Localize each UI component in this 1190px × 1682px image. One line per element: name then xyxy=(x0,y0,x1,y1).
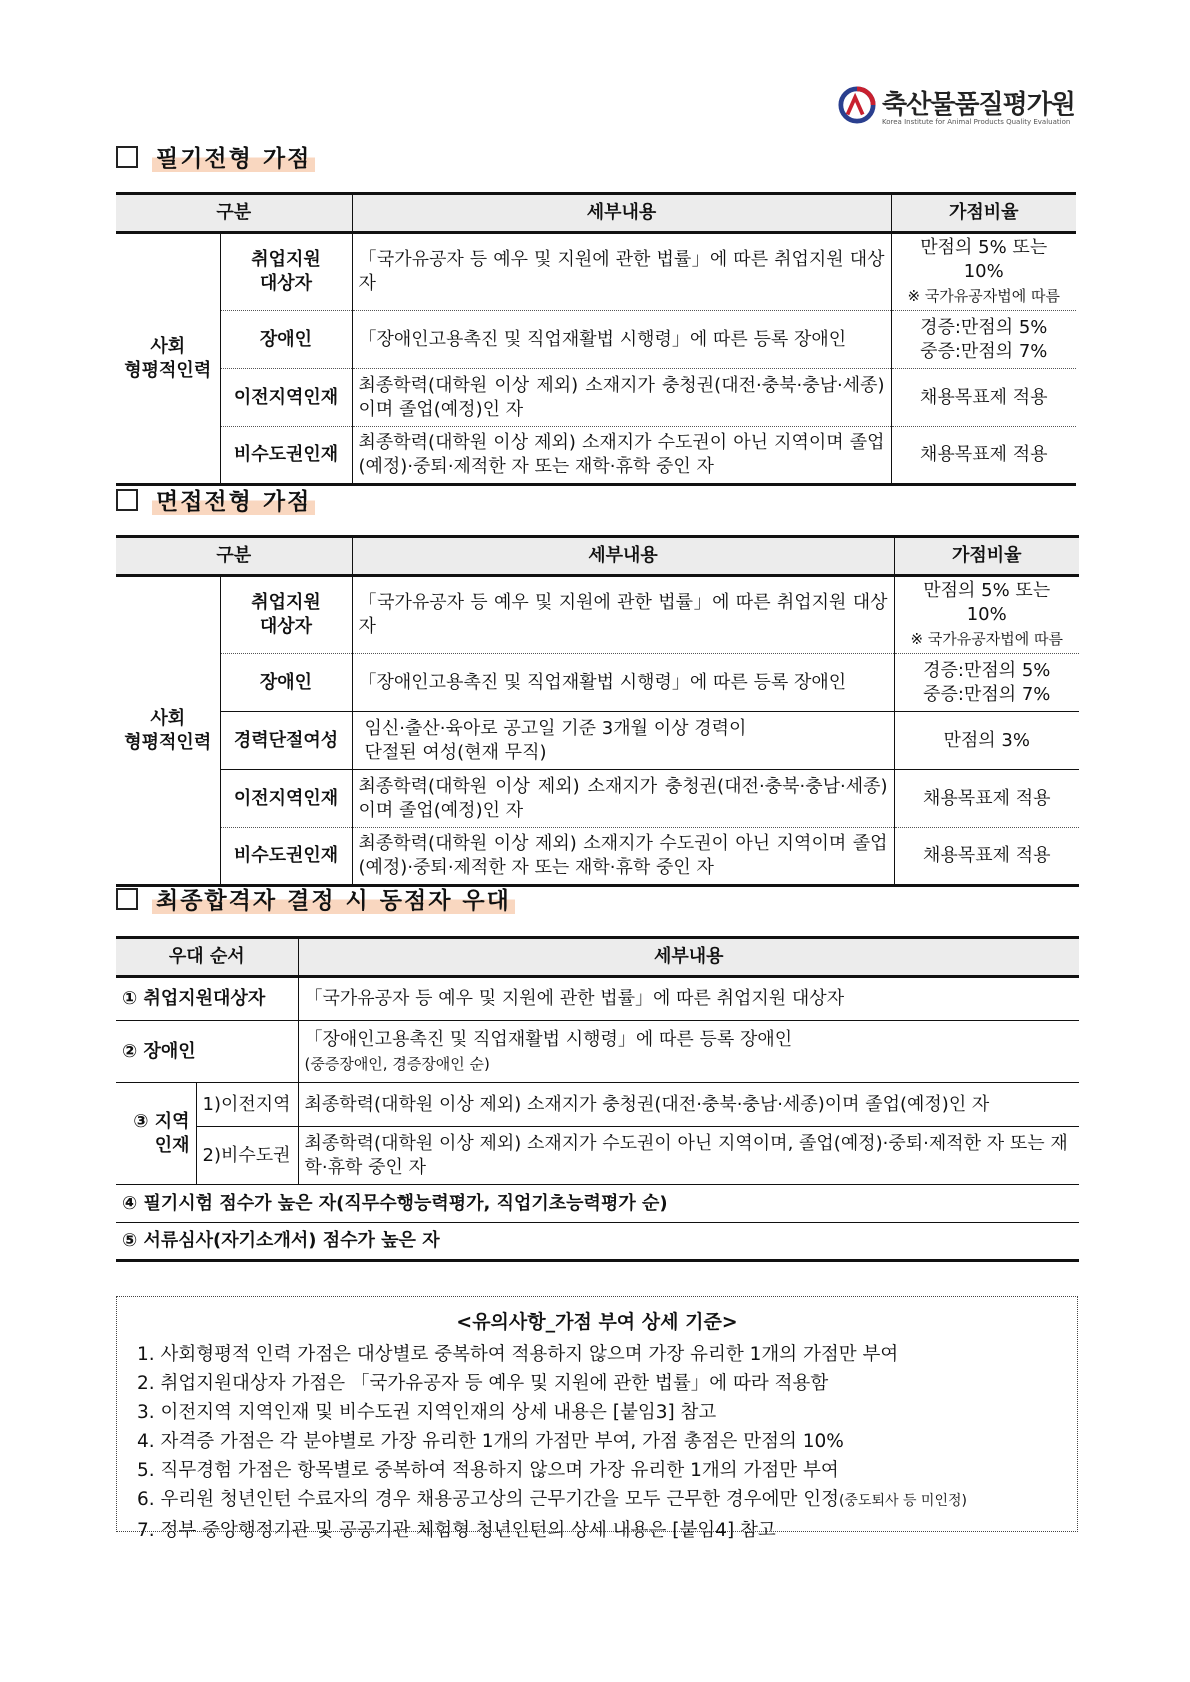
priority-1-detail: 「국가유공자 등 예우 및 지원에 관한 법률」에 따른 취업지원 대상자 xyxy=(298,977,1079,1021)
org-logo xyxy=(838,82,1088,132)
section3-title: 최종합격자 결정 시 동점자 우대 xyxy=(116,884,515,918)
ratio-cell: 경증:만점의 5% 중증:만점의 7% xyxy=(894,654,1079,712)
checkbox-square-icon xyxy=(116,146,138,168)
note-item: 2. 취업지원대상자 가점은 「국가유공자 등 예우 및 지원에 관한 법률」에 따라 적용함 xyxy=(137,1373,829,1394)
detail-cell: 최종학력(대학원 이상 제외) 소재지가 수도권이 아닌 지역이며 졸업(예정)·중퇴·제적한 자 또는 재학·휴학 중인 자 xyxy=(352,828,894,886)
header-category: 구분 xyxy=(116,194,352,233)
section2-table xyxy=(116,535,1079,887)
category-cell: 사회 형평적인력 xyxy=(124,335,212,381)
header-order: 우대 순서 xyxy=(116,938,298,977)
ratio-cell: 채용목표제 적용 xyxy=(891,427,1076,485)
checkbox-square-icon xyxy=(116,489,138,511)
notes-box xyxy=(116,1296,1078,1541)
note-item: 1. 사회형평적 인력 가점은 대상별로 중복하여 적용하지 않으며 가장 유리한 1개의 가점만 부여 xyxy=(137,1344,899,1365)
ratio-cell: 경증:만점의 5% 중증:만점의 7% xyxy=(891,311,1076,369)
notes-title: <유의사항_가점 부여 상세 기준> xyxy=(456,1311,738,1333)
detail-cell: 최종학력(대학원 이상 제외) 소재지가 충청권(대전·충북·충남·세종)이며 졸업(예정)인 자 xyxy=(352,770,894,828)
priority-3b-sub: 2)비수도권 xyxy=(196,1127,298,1185)
ratio-cell: 만점의 5% 또는 10% ※ 국가유공자법에 따름 xyxy=(894,576,1079,654)
detail-cell: 「장애인고용촉진 및 직업재활법 시행령」에 따른 등록 장애인 xyxy=(352,654,894,712)
priority-3-label: ③ 지역 인재 xyxy=(116,1083,196,1185)
header-ratio: 가점비율 xyxy=(891,194,1076,233)
sub-category: 비수도권인재 xyxy=(220,828,352,886)
sub-category: 장애인 xyxy=(220,311,352,369)
header-detail: 세부내용 xyxy=(352,194,891,233)
section2-title: 면접전형 가점 xyxy=(116,485,315,519)
sub-category: 경력단절여성 xyxy=(220,712,352,770)
org-subtitle: Korea Institute for Animal Products Quality Evaluation xyxy=(882,118,1071,126)
sub-category: 비수도권인재 xyxy=(220,427,352,485)
org-logo-icon xyxy=(838,86,876,124)
priority-3a-sub: 1)이전지역 xyxy=(196,1083,298,1127)
priority-2-detail: 「장애인고용촉진 및 직업재활법 시행령」에 따른 등록 장애인 (중증장애인, 경증장애인 순) xyxy=(298,1021,1079,1083)
detail-cell: 「국가유공자 등 예우 및 지원에 관한 법률」에 따른 취업지원 대상자 xyxy=(352,576,894,654)
detail-cell: 임신·출산·육아로 공고일 기준 3개월 이상 경력이 단절된 여성(현재 무직) xyxy=(352,712,894,770)
sub-category: 취업지원 대상자 xyxy=(220,576,352,654)
detail-cell: 「장애인고용촉진 및 직업재활법 시행령」에 따른 등록 장애인 xyxy=(352,311,891,369)
note-item: 6. 우리원 청년인턴 수료자의 경우 채용공고상의 근무기간을 모두 근무한 경우에만 인정(중도퇴사 등 미인정) xyxy=(137,1489,967,1510)
priority-4: ④ 필기시험 점수가 높은 자(직무수행능력평가, 직업기초능력평가 순) xyxy=(116,1185,1079,1223)
priority-5: ⑤ 서류심사(자기소개서) 점수가 높은 자 xyxy=(116,1223,1079,1261)
sub-category: 장애인 xyxy=(220,654,352,712)
priority-3b-detail: 최종학력(대학원 이상 제외) 소재지가 수도권이 아닌 지역이며, 졸업(예정)·중퇴·제적한 자 또는 재학·휴학 중인 자 xyxy=(298,1127,1079,1185)
header-category: 구분 xyxy=(116,537,352,576)
section3-table xyxy=(116,936,1079,1262)
detail-cell: 최종학력(대학원 이상 제외) 소재지가 충청권(대전·충북·충남·세종)이며 졸업(예정)인 자 xyxy=(352,369,891,427)
section1-title: 필기전형 가점 xyxy=(116,142,315,176)
priority-2-label: ② 장애인 xyxy=(116,1021,298,1083)
sub-category: 취업지원 대상자 xyxy=(220,233,352,311)
detail-cell: 최종학력(대학원 이상 제외) 소재지가 수도권이 아닌 지역이며 졸업(예정)·중퇴·제적한 자 또는 재학·휴학 중인 자 xyxy=(352,427,891,485)
checkbox-square-icon xyxy=(116,888,138,910)
priority-3a-detail: 최종학력(대학원 이상 제외) 소재지가 충청권(대전·충북·충남·세종)이며 졸업(예정)인 자 xyxy=(298,1083,1079,1127)
ratio-cell: 채용목표제 적용 xyxy=(894,770,1079,828)
ratio-cell: 채용목표제 적용 xyxy=(894,828,1079,886)
header-detail: 세부내용 xyxy=(298,938,1079,977)
note-item: 7. 정부 중앙행정기관 및 공공기관 체험형 청년인턴의 상세 내용은 [붙임4] 참고 xyxy=(137,1520,776,1541)
category-cell: 사회 형평적인력 xyxy=(124,707,212,753)
ratio-cell: 채용목표제 적용 xyxy=(891,369,1076,427)
org-name: 축산물품질평가원 xyxy=(882,90,1075,120)
note-item-6-remark: (중도퇴사 등 미인정) xyxy=(838,1493,967,1509)
priority-1-label: ① 취업지원대상자 xyxy=(122,988,266,1009)
ratio-cell: 만점의 5% 또는 10% ※ 국가유공자법에 따름 xyxy=(891,233,1076,311)
sub-category: 이전지역인재 xyxy=(220,770,352,828)
detail-cell: 「국가유공자 등 예우 및 지원에 관한 법률」에 따른 취업지원 대상자 xyxy=(352,233,891,311)
section1-table xyxy=(116,192,1076,486)
header-detail: 세부내용 xyxy=(352,537,894,576)
sub-category: 이전지역인재 xyxy=(220,369,352,427)
note-item: 5. 직무경험 가점은 항목별로 중복하여 적용하지 않으며 가장 유리한 1개의 가점만 부여 xyxy=(137,1460,839,1481)
notes-list xyxy=(117,1340,1077,1545)
header-ratio: 가점비율 xyxy=(894,537,1079,576)
note-item: 3. 이전지역 지역인재 및 비수도권 지역인재의 상세 내용은 [붙임3] 참고 xyxy=(137,1402,717,1423)
note-item: 4. 자격증 가점은 각 분야별로 가장 유리한 1개의 가점만 부여, 가점 총점은 만점의 10% xyxy=(137,1431,844,1452)
ratio-cell: 만점의 3% xyxy=(894,712,1079,770)
